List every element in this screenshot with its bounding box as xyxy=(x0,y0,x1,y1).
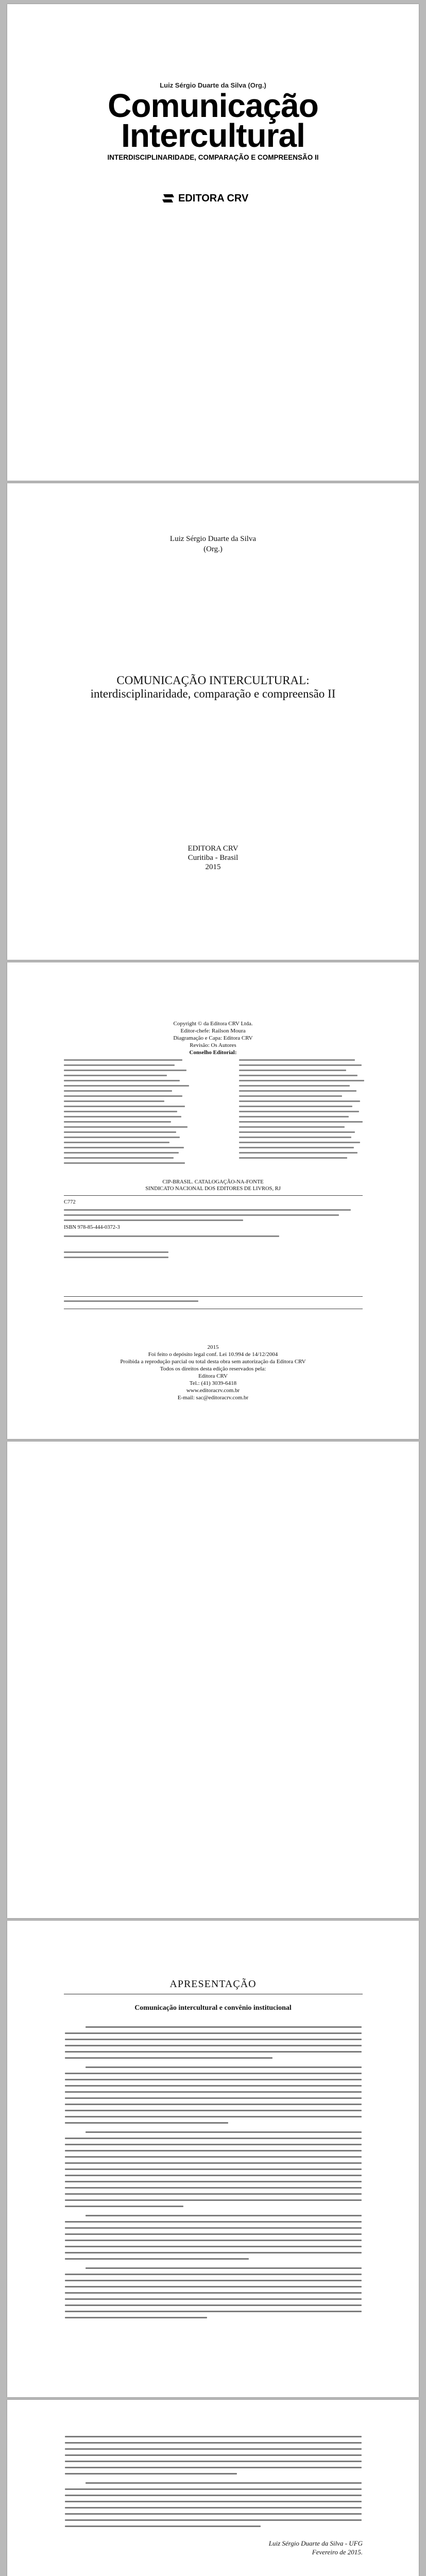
title-page-imprint xyxy=(7,844,419,872)
cover-title-line-2: Intercultural xyxy=(121,117,305,154)
footer-publisher: Editora CRV xyxy=(198,1373,228,1379)
cover-publisher-name: EDITORA CRV xyxy=(178,193,249,204)
footer-website: www.editoracrv.com.br xyxy=(186,1387,240,1394)
signature-block xyxy=(7,2539,363,2556)
copyright-footer xyxy=(7,1344,419,1401)
record-dates xyxy=(64,1300,363,1306)
copyright-notice: Copyright © da Editora CRV Ltda. xyxy=(173,1021,253,1027)
cover-subtitle: INTERDISCIPLINARIDADE, COMPARAÇÃO E COMPREENSÃO II xyxy=(107,154,319,161)
footer-line: Proibida a reprodução parcial ou total desta obra sem autorização da Editora CRV xyxy=(120,1359,306,1365)
record-id: C772 xyxy=(64,1199,76,1205)
page-apresentacao-continued xyxy=(7,2400,419,2576)
design-credit: Diagramação e Capa: Editora CRV xyxy=(173,1035,253,1041)
page-copyright xyxy=(7,962,419,1439)
signature-name: Luiz Sérgio Duarte da Silva - UFG xyxy=(268,2539,363,2547)
section-subtitle: Comunicação intercultural e convênio institucional xyxy=(134,2004,292,2012)
copyright-credits xyxy=(7,1020,419,1056)
page-title-page xyxy=(7,483,419,960)
cover-author: Luiz Sérgio Duarte da Silva (Org.) xyxy=(160,81,266,89)
page-apresentacao xyxy=(7,1921,419,2397)
signature-date: Fevereiro de 2015. xyxy=(312,2548,363,2556)
cataloguing-record xyxy=(64,1199,363,1262)
section-header: APRESENTAÇÃO xyxy=(169,1978,257,1990)
editorial-board-column xyxy=(239,1059,368,1162)
cataloguing-title: CIP-BRASIL. CATALOGAÇÃO-NA-FONTE xyxy=(162,1179,264,1185)
footer-email: E-mail: sac@editoracrv.com.br xyxy=(177,1395,249,1401)
publisher-mark-icon xyxy=(162,193,175,205)
divider xyxy=(64,1195,363,1196)
footer-phone: Tel.: (41) 3039-6418 xyxy=(189,1380,237,1386)
cover-title-line-1: Comunicação xyxy=(108,87,318,124)
isbn: ISBN 978-85-444-0372-3 xyxy=(64,1225,120,1230)
title-page-subtitle: interdisciplinaridade, comparação e compreensão II xyxy=(90,687,336,700)
divider xyxy=(64,1296,363,1297)
title-page-year: 2015 xyxy=(205,863,221,871)
cover-title xyxy=(7,87,419,154)
title-page-publisher: EDITORA CRV xyxy=(188,844,238,853)
body-text xyxy=(65,2436,362,2532)
title-page-author: Luiz Sérgio Duarte da Silva xyxy=(169,535,257,543)
footer-line: Todos os direitos desta edição reservados pela: xyxy=(160,1366,266,1372)
title-page-title: COMUNICAÇÃO INTERCULTURAL: xyxy=(116,674,310,687)
title-page-org-note: (Org.) xyxy=(203,545,223,553)
page-blank xyxy=(7,1442,419,1918)
revision-credit: Revisão: Os Autores xyxy=(190,1042,236,1048)
cataloguing-header xyxy=(7,1179,419,1192)
title-page-city: Curitiba - Brasil xyxy=(188,854,238,862)
editorial-board-column xyxy=(64,1059,193,1167)
board-title: Conselho Editorial: xyxy=(189,1049,237,1056)
footer-line: Foi feito o depósito legal conf. Lei 10.994 de 14/12/2004 xyxy=(148,1351,278,1358)
editor-credit: Editor-chefe: Railson Moura xyxy=(180,1028,246,1034)
page-cover xyxy=(7,4,419,481)
body-text xyxy=(65,2026,362,2323)
footer-year: 2015 xyxy=(207,1344,219,1350)
cover-publisher-logo xyxy=(162,193,248,205)
cataloguing-subtitle: SINDICATO NACIONAL DOS EDITORES DE LIVROS, RJ xyxy=(145,1186,281,1192)
